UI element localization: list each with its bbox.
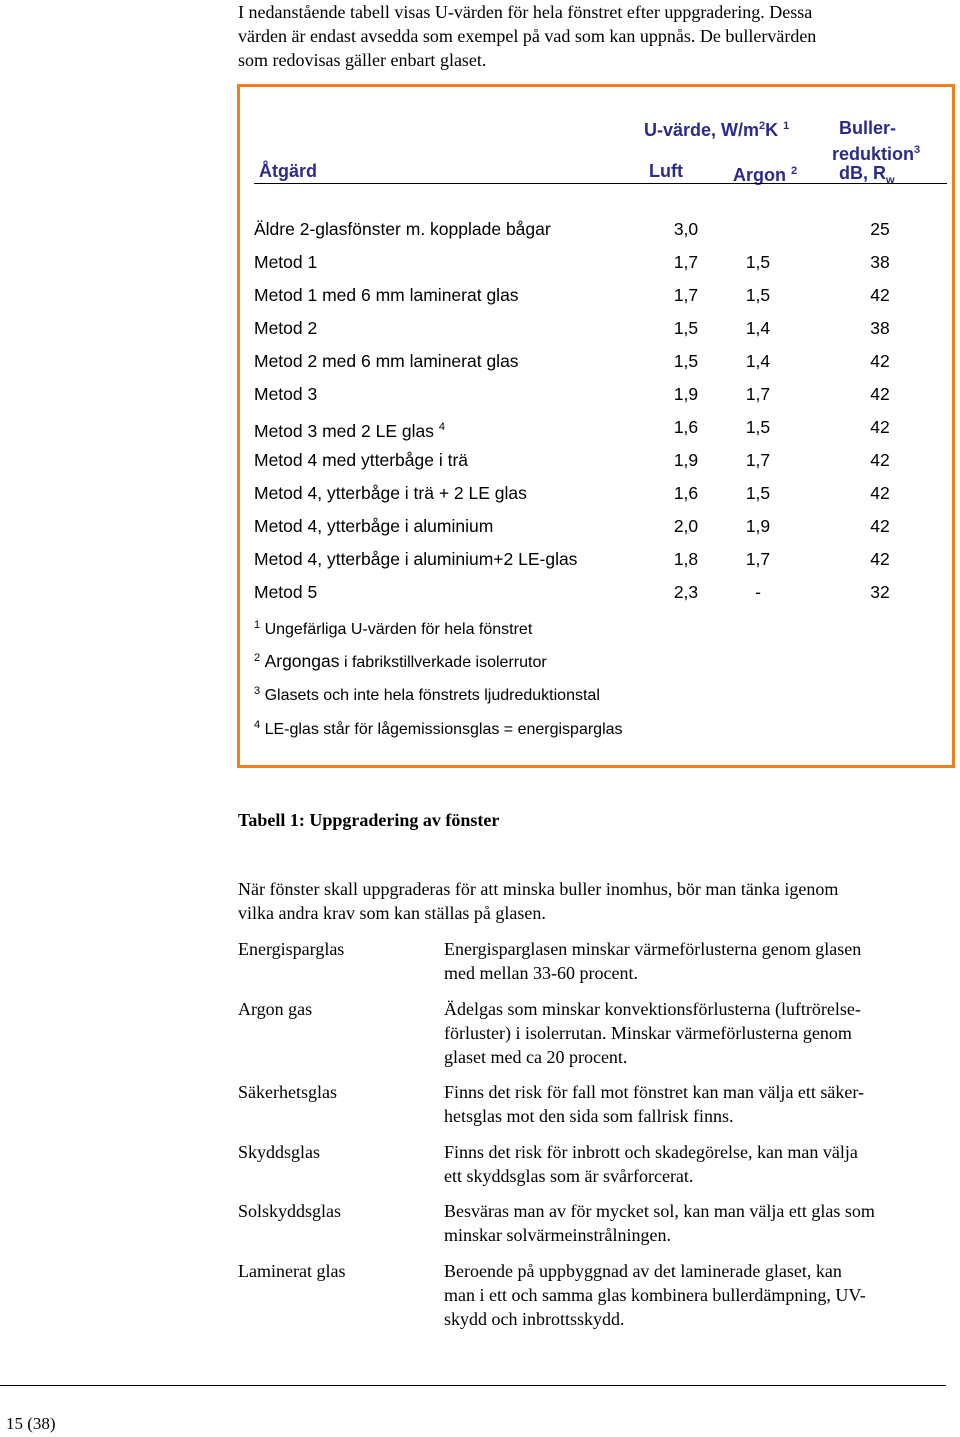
table-row: Metod 2 1,5 1,4 38 — [254, 318, 890, 338]
header-luft: Luft — [649, 161, 683, 181]
page-number: 15 (38) — [6, 1414, 56, 1433]
glossary-term: Säkerhetsglas — [238, 1082, 337, 1102]
glossary-term: Laminerat glas — [238, 1261, 346, 1281]
intro-line: som redovisas gäller enbart glaset. — [238, 50, 487, 70]
glossary-description: Besväras man av för mycket sol, kan man välja ett glas som minskar solvärmeinstrålningen. — [444, 1201, 875, 1245]
table-footnote: $^2$ Argongas i fabrikstillverkade isolerrutor — [254, 651, 547, 671]
glossary-term: Solskyddsglas — [238, 1201, 342, 1221]
paragraph-line: vilka andra krav som kan ställas på glasen. — [238, 903, 546, 923]
table-row: Metod 3 1,9 1,7 42 — [254, 384, 890, 404]
glossary-term: Argon gas — [238, 999, 313, 1019]
glossary-description: Finns det risk för inbrott och skadegörelse, kan man välja ett skyddsglas som är svårforcerat. — [444, 1142, 858, 1186]
header-buller-line3: dB, $R_w$ — [839, 163, 895, 187]
glossary-description: Ädelgas som minskar konvektionsförlusterna (luftrörelse- förluster) i isolerrutan. Minskar värmeförlusterna genom glaset med ca 20 procent. — [444, 999, 861, 1067]
header-buller-line1: Buller- — [839, 118, 897, 138]
table-row: Metod 2 med 6 mm laminerat glas 1,5 1,4 42 — [254, 351, 890, 371]
u-value-table — [237, 84, 955, 768]
glossary-description: Beroende på uppbyggnad av det laminerade glaset, kan man i ett och samma glas kombinera bullerdämpning, UV- skydd och inbrottsskydd. — [444, 1261, 866, 1329]
table-caption: Tabell 1: Uppgradering av fönster — [238, 810, 500, 830]
table-row: Äldre 2-glasfönster m. kopplade bågar 3,0 25 — [254, 219, 890, 239]
body-paragraph — [238, 877, 948, 925]
intro-paragraph — [238, 0, 938, 72]
table-row: Metod 1 med 6 mm laminerat glas 1,7 1,5 42 — [254, 285, 890, 305]
table-footnote: $^1$ Ungefärliga U-värden för hela fönstret — [254, 619, 533, 638]
table-row: Metod 4, ytterbåge i trä + 2 LE glas 1,6 1,5 42 — [254, 483, 890, 503]
table-row: Metod 5 2,3 - 32 — [254, 582, 890, 602]
glossary-description: Finns det risk för fall mot fönstret kan man välja ett säker- hetsglas mot den sida som fallrisk finns. — [444, 1082, 865, 1126]
header-buller-line2: reduktion$^3$ — [832, 144, 921, 164]
header-rule — [254, 183, 947, 184]
glossary-description: Energisparglasen minskar värmeförlusterna genom glasen med mellan 33-60 procent. — [444, 939, 862, 983]
glossary-term: Energisparglas — [238, 939, 345, 959]
table-row: Metod 1 1,7 1,5 38 — [254, 252, 890, 272]
paragraph-line: När fönster skall uppgraderas för att minska buller inomhus, bör man tänka igenom — [238, 879, 839, 899]
intro-line: I nedanstående tabell visas U-värden för hela fönstret efter uppgradering. Dessa — [238, 2, 813, 22]
table-row: Metod 3 med 2 LE glas $^4$ 1,6 1,5 42 — [254, 417, 890, 441]
header-argon: Argon $^2$ — [733, 165, 798, 185]
footer-rule — [0, 1385, 946, 1386]
table-row: Metod 4, ytterbåge i aluminium+2 LE-glas 1,8 1,7 42 — [254, 549, 890, 569]
header-u-value: U-värde, $W/m^2K$ $^1$ — [644, 120, 790, 140]
glossary-term: Skyddsglas — [238, 1142, 321, 1162]
header-atgard: Åtgärd — [259, 161, 317, 181]
table-row: Metod 4, ytterbåge i aluminium 2,0 1,9 42 — [254, 516, 890, 536]
table-footnote: $^4$ LE-glas står för lågemissionsglas = energisparglas — [254, 719, 623, 738]
table-footnote: $^3$ Glasets och inte hela fönstrets ljudreduktionstal — [254, 685, 600, 704]
table-row: Metod 4 med ytterbåge i trä 1,9 1,7 42 — [254, 450, 890, 470]
intro-line: värden är endast avsedda som exempel på vad som kan uppnås. De bullervärden — [238, 26, 817, 46]
